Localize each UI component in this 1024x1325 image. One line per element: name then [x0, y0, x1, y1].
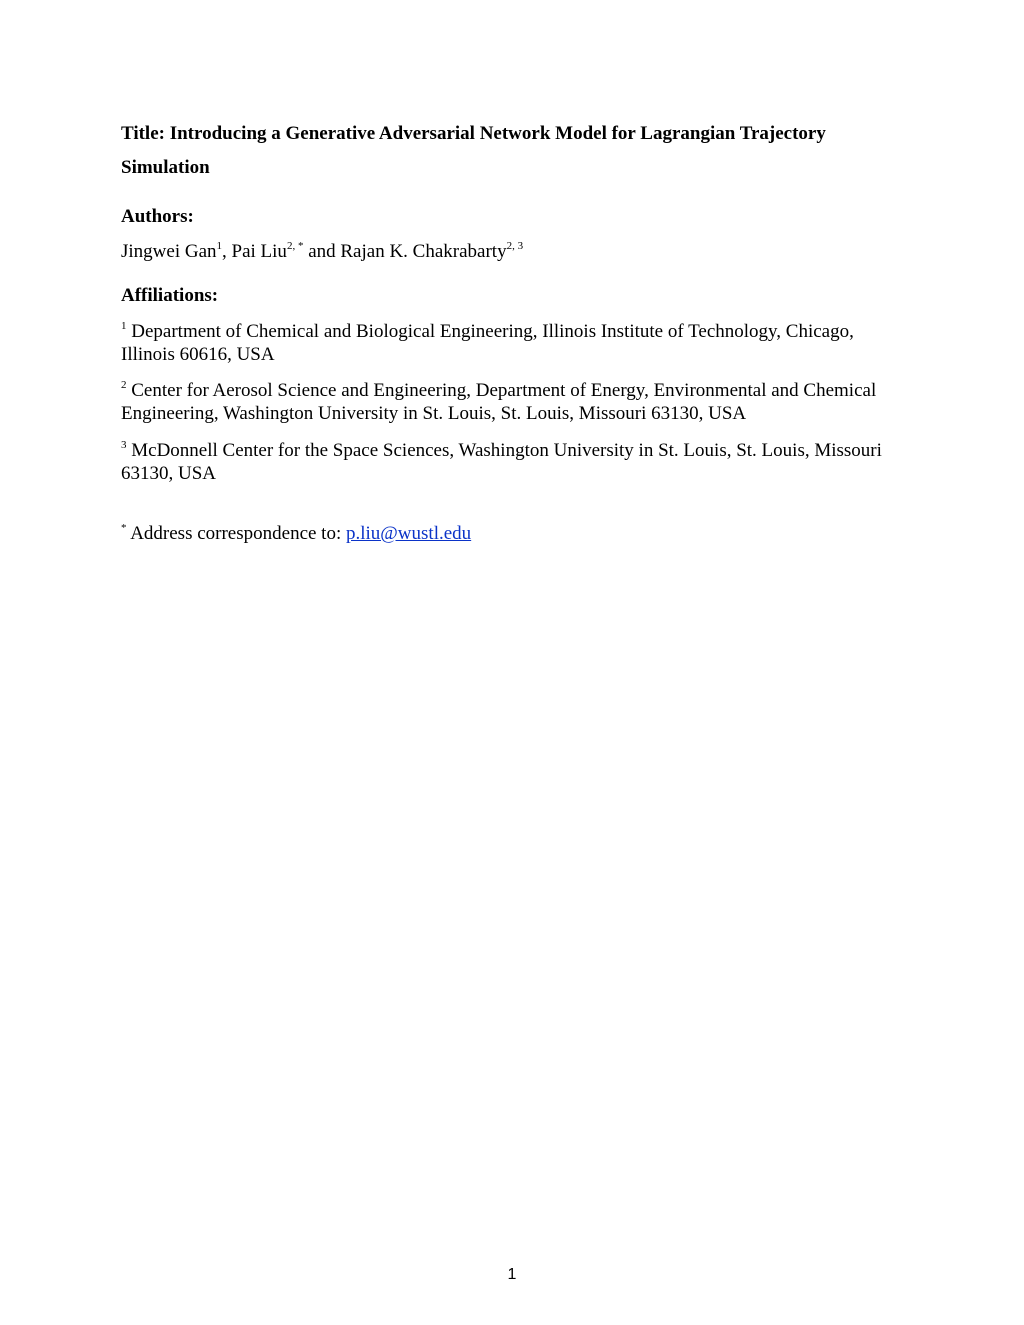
author-affiliation-marker: 2, *	[286, 240, 304, 252]
correspondence-email-link[interactable]: p.liu@wustl.edu	[346, 523, 472, 544]
author-separator: ,	[222, 241, 232, 262]
author-affiliation-marker: 2, 3	[506, 240, 524, 252]
affiliation-marker: 2	[121, 379, 127, 391]
correspondence-marker: *	[121, 522, 127, 534]
affiliation-text: McDonnell Center for the Space Sciences, Washington University in St. Louis, St. Louis, Missouri 63130, USA	[121, 440, 882, 484]
paper-title: Title: Introducing a Generative Adversarial Network Model for Lagrangian Trajectory Simulation	[121, 123, 826, 178]
authors-list	[121, 240, 523, 264]
affiliation-marker: 3	[121, 439, 127, 451]
affiliation-text: Center for Aerosol Science and Engineering, Department of Energy, Environmental and Chemical Engineering, Washington University in St. Louis, St. Louis, Missouri 63130, USA	[121, 380, 877, 424]
author-name: Jingwei Gan	[121, 241, 217, 262]
author-name: Pai Liu	[231, 241, 287, 262]
author-affiliation-marker: 1	[216, 240, 223, 252]
affiliations-heading: Affiliations:	[121, 285, 219, 306]
affiliation-item	[121, 320, 911, 366]
affiliation-item	[121, 379, 911, 425]
author-name: Rajan K. Chakrabarty	[340, 241, 507, 262]
page-number: 1	[507, 1266, 517, 1283]
correspondence-note	[121, 522, 471, 546]
affiliation-text: Department of Chemical and Biological Engineering, Illinois Institute of Technology, Chicago, Illinois 60616, USA	[121, 321, 854, 365]
authors-heading: Authors:	[121, 206, 194, 227]
affiliation-item	[121, 439, 911, 485]
affiliation-marker: 1	[121, 320, 127, 332]
author-separator: and	[303, 241, 341, 262]
correspondence-text: Address correspondence to:	[126, 523, 346, 544]
